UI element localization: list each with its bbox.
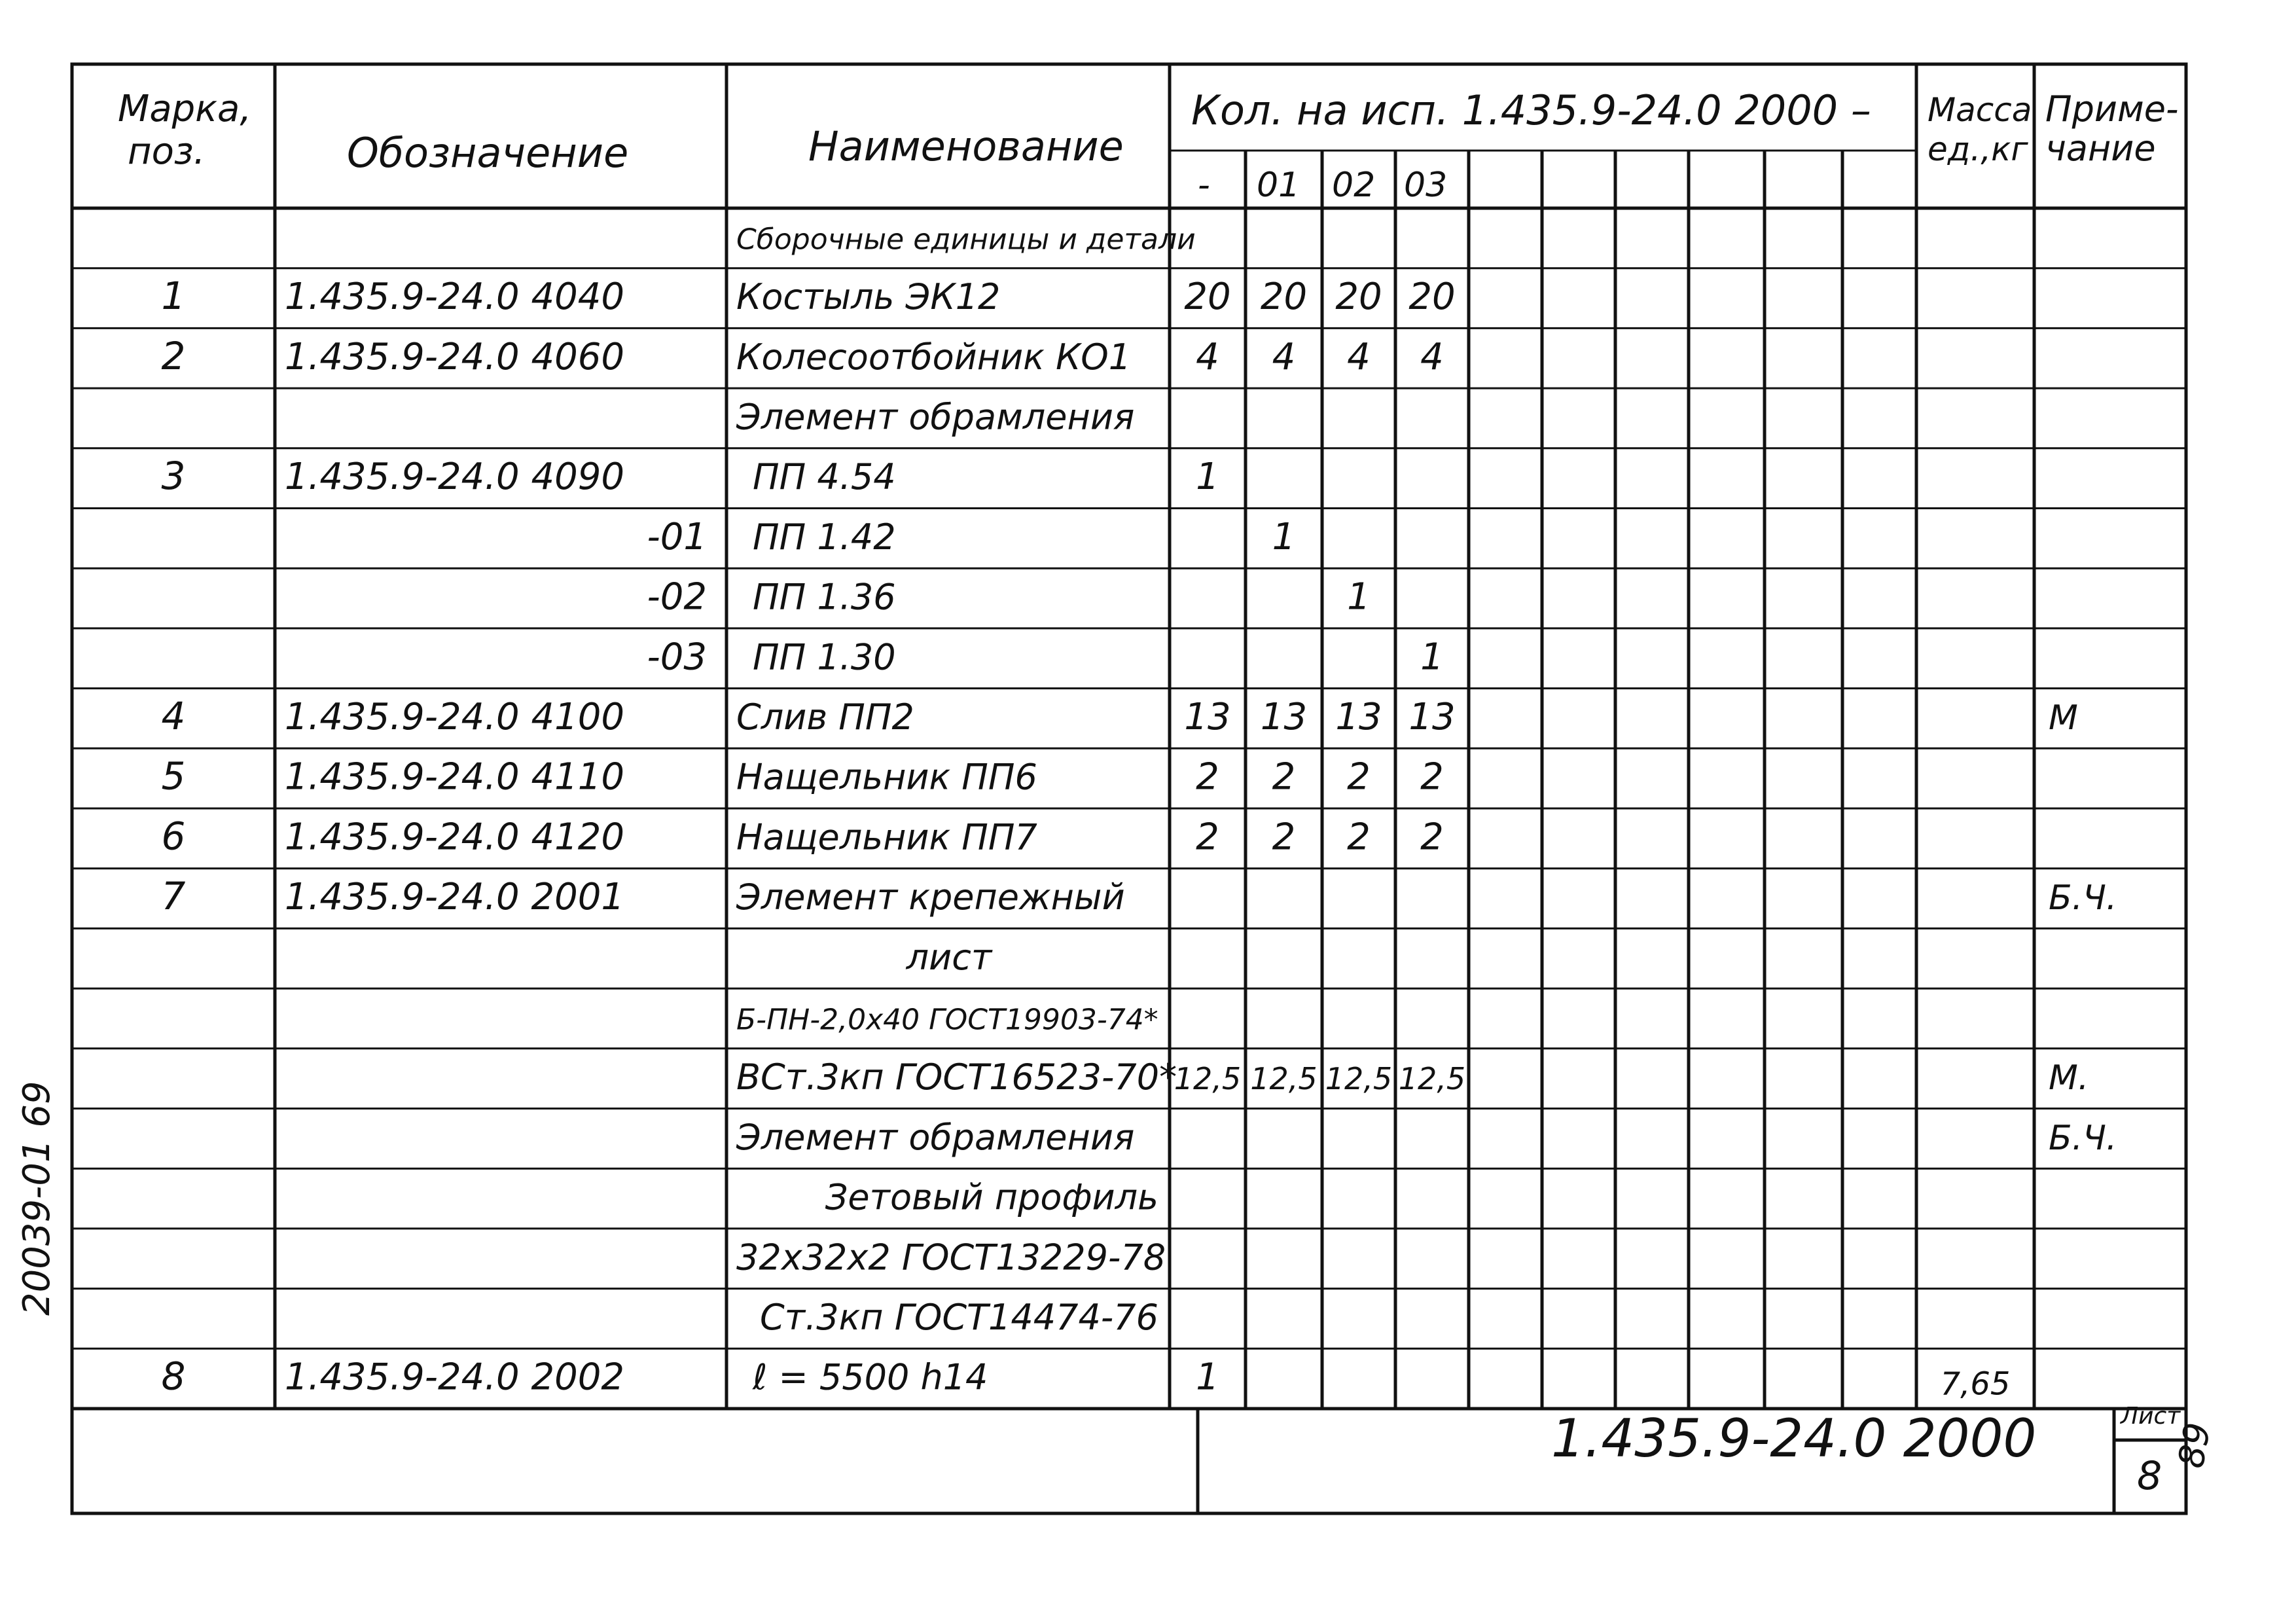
row-note: М [2049, 698, 2078, 738]
row-qty-3: 2 [1420, 816, 1444, 859]
row-qty-3: 20 [1408, 276, 1456, 319]
row-qty-2: 12,5 [1325, 1061, 1393, 1097]
row-designation: 1.435.9-24.0 4060 [285, 335, 624, 378]
row-designation: 1.435.9-24.0 2001 [285, 876, 624, 919]
row-mark: 1 [161, 274, 186, 319]
header-note-line1: Приме- [2045, 88, 2179, 130]
row-qty-1: 13 [1260, 695, 1308, 738]
row-name: Сборочные единицы и детали [736, 223, 1196, 257]
row-qty-3: 12,5 [1398, 1061, 1466, 1097]
row-qty-1: 1 [1272, 515, 1296, 558]
row-qty-1: 12,5 [1250, 1061, 1318, 1097]
row-qty-2: 2 [1347, 816, 1371, 859]
row-note: Б.Ч. [2049, 1118, 2117, 1158]
row-name: ПП 1.36 [753, 576, 896, 618]
header-mark-line2: поз. [128, 130, 206, 173]
row-qty-0: 2 [1196, 755, 1219, 799]
row-qty-0: 13 [1184, 695, 1231, 738]
row-mark: 5 [161, 753, 186, 799]
row-qty-0: 2 [1196, 816, 1219, 859]
row-qty-2: 4 [1347, 335, 1371, 378]
header-mass-line1: Масса [1928, 91, 2032, 129]
row-qty-1: 20 [1260, 276, 1308, 319]
row-name: ПП 1.42 [753, 516, 896, 558]
row-name: 32х32х2 ГОСТ13229-78 [736, 1236, 1166, 1278]
row-note: М. [2049, 1058, 2089, 1098]
header-variant-03: 03 [1404, 166, 1448, 205]
row-mark: 3 [161, 454, 186, 499]
row-note: Б.Ч. [2049, 878, 2117, 918]
row-qty-2: 2 [1347, 755, 1371, 799]
header-mark-line1: Марка, [118, 88, 252, 130]
row-qty-2: 1 [1347, 575, 1371, 619]
row-name: Ст.3кп ГОСТ14474-76 [759, 1296, 1158, 1338]
side-stamp: 20039-01 69 [16, 1081, 58, 1316]
row-qty-1: 4 [1272, 335, 1296, 378]
header-name: Наименование [808, 122, 1124, 170]
row-mark: 6 [161, 814, 186, 859]
row-designation: -03 [647, 636, 707, 679]
header-variant-02: 02 [1332, 166, 1376, 205]
row-name: Нащельник ПП6 [736, 756, 1037, 798]
row-name: Элемент обрамления [736, 1116, 1135, 1158]
row-designation: 1.435.9-24.0 4040 [285, 276, 624, 319]
row-qty-3: 2 [1420, 755, 1444, 799]
row-designation: 1.435.9-24.0 4090 [285, 456, 624, 499]
row-name: ПП 1.30 [753, 636, 896, 678]
header-qty-title: Кол. на исп. 1.435.9-24.0 2000 – [1191, 86, 1871, 134]
row-qty-1: 2 [1272, 816, 1296, 859]
table-header [118, 86, 2178, 205]
page-number: 89 [2170, 1419, 2219, 1471]
row-qty-0: 1 [1196, 1356, 1219, 1399]
header-note-line2: чание [2045, 128, 2156, 169]
row-name: ПП 4.54 [753, 456, 896, 498]
row-designation: -02 [647, 575, 707, 619]
row-designation: 1.435.9-24.0 4120 [285, 816, 624, 859]
row-mark: 8 [161, 1354, 186, 1399]
row-name: ВСт.3кп ГОСТ16523-70* [736, 1056, 1177, 1098]
row-mark: 4 [161, 693, 186, 738]
row-name: ℓ = 5500 h14 [753, 1356, 988, 1398]
row-name: Костыль ЭК12 [736, 276, 1001, 318]
row-qty-3: 1 [1420, 636, 1444, 679]
row-name: Элемент обрамления [736, 396, 1135, 438]
row-qty-0: 20 [1184, 276, 1231, 319]
sheet-label: Лист [2121, 1403, 2181, 1430]
title-block [1551, 1403, 2181, 1499]
row-qty-2: 20 [1335, 276, 1382, 319]
row-qty-3: 13 [1408, 695, 1456, 738]
row-qty-3: 4 [1420, 335, 1444, 378]
header-variant-base: - [1198, 166, 1210, 205]
row-qty-0: 12,5 [1174, 1061, 1242, 1097]
header-variant-01: 01 [1257, 166, 1300, 205]
row-name: Слив ПП2 [736, 696, 914, 738]
row-mark: 7 [161, 874, 186, 919]
row-designation: 1.435.9-24.0 2002 [285, 1356, 624, 1399]
table-body [162, 223, 2117, 1402]
header-designation: Обозначение [347, 129, 629, 177]
row-qty-0: 4 [1196, 335, 1219, 378]
title-block-code: 1.435.9-24.0 2000 [1551, 1408, 2037, 1469]
row-name: Элемент крепежный [736, 876, 1125, 918]
row-designation: 1.435.9-24.0 4110 [285, 755, 624, 799]
row-designation: -01 [647, 515, 707, 558]
row-mass: 7,65 [1940, 1365, 2011, 1403]
row-name: лист [906, 936, 992, 978]
row-qty-2: 13 [1335, 695, 1382, 738]
row-name: Нащельник ПП7 [736, 816, 1037, 858]
sheet-number: 8 [2137, 1453, 2162, 1499]
row-qty-1: 2 [1272, 755, 1296, 799]
header-mass-line2: ед.,кг [1928, 130, 2028, 168]
row-name: Б-ПН-2,0х40 ГОСТ19903-74* [736, 1003, 1158, 1037]
row-name: Зетовый профиль [825, 1176, 1158, 1218]
row-qty-0: 1 [1196, 456, 1219, 499]
row-mark: 2 [161, 333, 186, 378]
row-designation: 1.435.9-24.0 4100 [285, 695, 624, 738]
row-name: Колесоотбойник КО1 [736, 336, 1132, 378]
